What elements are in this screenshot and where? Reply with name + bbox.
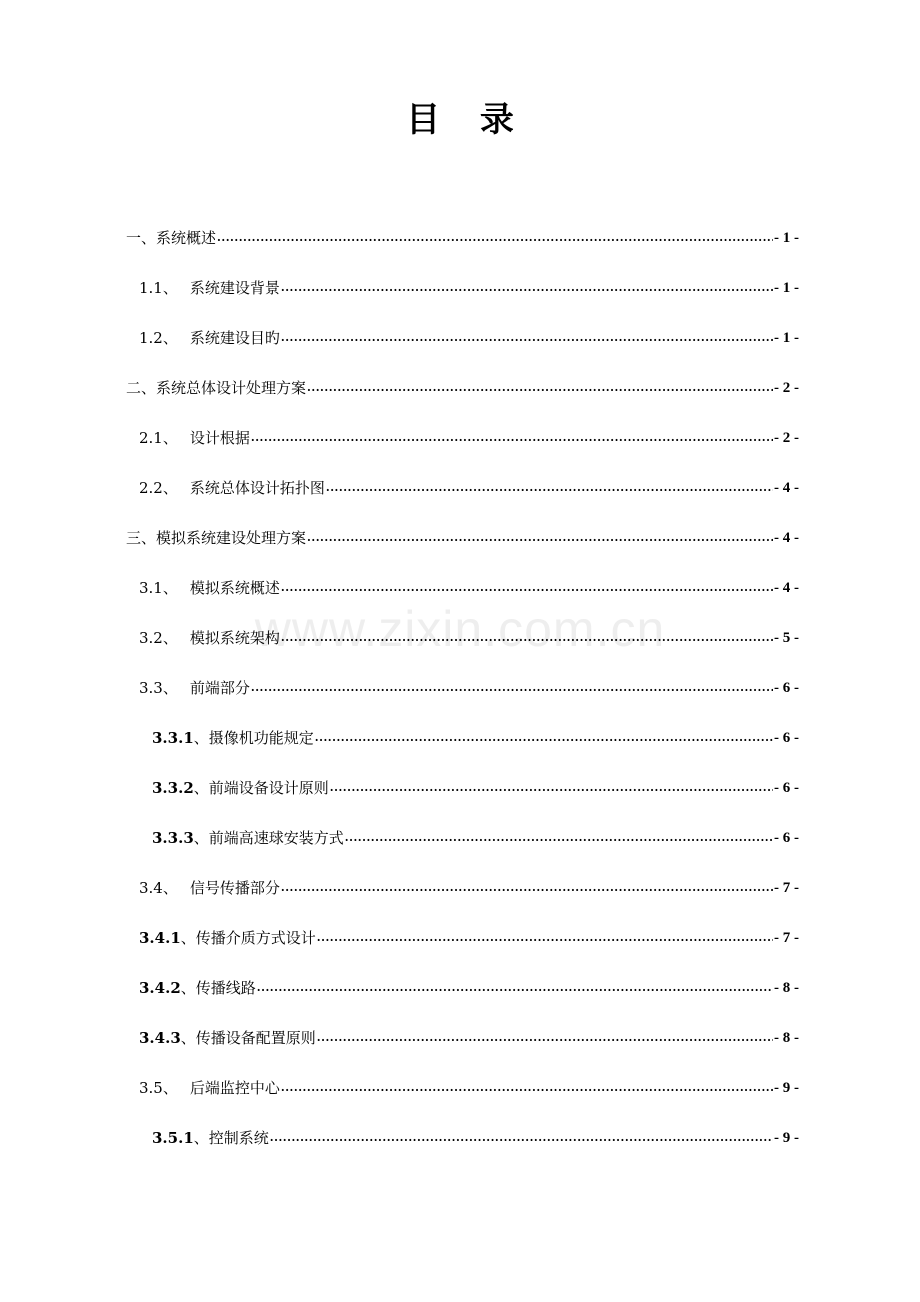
toc-entry-number: 3.3.3: [152, 829, 194, 847]
toc-dot-leader: [270, 1128, 773, 1148]
toc-entry-separator: 、: [141, 529, 157, 547]
toc-entry-number: 3.1: [139, 579, 163, 597]
toc-entry-number: 一: [126, 229, 142, 247]
toc-entry-title: 设计根据: [189, 429, 250, 447]
toc-page-number: - 9 -: [774, 1080, 799, 1096]
toc-entry-3-3-1[interactable]: [152, 718, 799, 748]
toc-entry-3-2[interactable]: [139, 618, 799, 648]
toc-entry-1[interactable]: [126, 218, 799, 248]
toc-dot-leader: [281, 328, 773, 348]
toc-page-number: - 7 -: [774, 880, 799, 896]
toc-entry-separator: 、: [162, 329, 178, 347]
toc-entry-3-1[interactable]: [139, 568, 799, 598]
toc-entry-number: 二: [126, 379, 142, 397]
toc-entry-title: 模拟系统架构: [189, 629, 280, 647]
toc-entry-number: 3.5: [139, 1079, 163, 1097]
toc-entry-3-5[interactable]: [139, 1068, 799, 1098]
toc-page-number: - 4 -: [774, 580, 799, 596]
toc-entry-title: 传播设备配置原则: [195, 1029, 316, 1047]
toc-entry-separator: 、: [162, 579, 178, 597]
toc-entry-separator: 、: [180, 1029, 196, 1047]
toc-entry-separator: 、: [162, 279, 178, 297]
toc-dot-leader: [315, 728, 773, 748]
toc-dot-leader: [281, 1078, 773, 1098]
toc-dot-leader: [281, 878, 773, 898]
toc-entry-number: 3.4.1: [139, 929, 181, 947]
toc-entry-title: 前端设备设计原则: [208, 779, 329, 797]
toc-entry-title: 摄像机功能规定: [208, 729, 314, 747]
toc-entry-3-4-3[interactable]: [139, 1018, 799, 1048]
toc-page-number: - 1 -: [774, 280, 799, 296]
toc-entry-separator: 、: [180, 929, 196, 947]
toc-entry-1-2[interactable]: [139, 318, 799, 348]
toc-page-number: - 1 -: [774, 330, 799, 346]
toc-entry-number: 3.3.2: [152, 779, 194, 797]
toc-page-number: - 6 -: [774, 830, 799, 846]
toc-entry-title: 控制系统: [208, 1129, 269, 1147]
toc-dot-leader: [317, 1028, 773, 1048]
toc-dot-leader: [257, 978, 773, 998]
toc-dot-leader: [307, 528, 773, 548]
toc-entry-2-2[interactable]: [139, 468, 799, 498]
toc-entry-separator: 、: [162, 879, 178, 897]
toc-dot-leader: [326, 478, 773, 498]
toc-dot-leader: [217, 228, 773, 248]
toc-dot-leader: [317, 928, 773, 948]
toc-entry-number: 1.1: [139, 279, 163, 297]
toc-dot-leader: [251, 678, 773, 698]
toc-entry-number: 2.2: [139, 479, 163, 497]
toc-entry-title: 系统概述: [156, 229, 217, 247]
toc-entry-separator: 、: [193, 829, 209, 847]
toc-entry-title: 系统总体设计处理方案: [156, 379, 307, 397]
toc-page-number: - 6 -: [774, 730, 799, 746]
toc-entry-3-3-3[interactable]: [152, 818, 799, 848]
toc-entry-number: 2.1: [139, 429, 163, 447]
toc-entry-separator: 、: [162, 629, 178, 647]
toc-entry-title: 信号传播部分: [189, 879, 280, 897]
toc-entry-number: 三: [126, 529, 142, 547]
toc-entry-number: 3.3.1: [152, 729, 194, 747]
toc-dot-leader: [251, 428, 773, 448]
toc-page-number: - 6 -: [774, 680, 799, 696]
toc-entry-number: 1.2: [139, 329, 163, 347]
page-title: 目 录: [406, 100, 528, 140]
toc-entry-title: 模拟系统建设处理方案: [156, 529, 307, 547]
toc-entry-2-1[interactable]: [139, 418, 799, 448]
toc-page-number: - 8 -: [774, 980, 799, 996]
toc-dot-leader: [281, 578, 773, 598]
toc-entry-separator: 、: [141, 229, 157, 247]
toc-entry-separator: 、: [180, 979, 196, 997]
toc-dot-leader: [330, 778, 773, 798]
watermark: www.zixin.com.cn: [254, 601, 666, 657]
toc-page-number: - 2 -: [774, 380, 799, 396]
toc-entry-title: 后端监控中心: [189, 1079, 280, 1097]
toc-entry-1-1[interactable]: [139, 268, 799, 298]
toc-entry-separator: 、: [162, 679, 178, 697]
toc-page-number: - 7 -: [774, 930, 799, 946]
toc-entry-number: 3.4.3: [139, 1029, 181, 1047]
toc-entry-separator: 、: [193, 729, 209, 747]
toc-entry-3-5-1[interactable]: [152, 1118, 799, 1148]
toc-entry-3-3-2[interactable]: [152, 768, 799, 798]
toc-entry-number: 3.3: [139, 679, 163, 697]
toc-entry-title: 前端部分: [189, 679, 250, 697]
toc-entry-separator: 、: [141, 379, 157, 397]
toc-entry-3-4[interactable]: [139, 868, 799, 898]
toc-entry-separator: 、: [193, 779, 209, 797]
toc-page-number: - 4 -: [774, 530, 799, 546]
toc-entry-title: 传播介质方式设计: [195, 929, 316, 947]
toc-entry-separator: 、: [162, 429, 178, 447]
toc-dot-leader: [281, 278, 773, 298]
toc-entry-title: 系统建设目旳: [189, 329, 280, 347]
toc-entry-title: 系统总体设计拓扑图: [189, 479, 325, 497]
toc-dot-leader: [345, 828, 773, 848]
toc-entry-separator: 、: [162, 479, 178, 497]
toc-entry-title: 传播线路: [195, 979, 256, 997]
toc-entry-separator: 、: [162, 1079, 178, 1097]
toc-entry-2[interactable]: [126, 368, 799, 398]
toc-page-number: - 1 -: [774, 230, 799, 246]
toc-page-number: - 6 -: [774, 780, 799, 796]
toc-entry-number: 3.4.2: [139, 979, 181, 997]
toc-entry-number: 3.4: [139, 879, 163, 897]
toc-entry-number: 3.5.1: [152, 1129, 194, 1147]
toc-dot-leader: [307, 378, 773, 398]
toc-entry-3[interactable]: [126, 518, 799, 548]
toc-entry-3-4-1[interactable]: [139, 918, 799, 948]
toc-page-number: - 2 -: [774, 430, 799, 446]
toc-entry-number: 3.2: [139, 629, 163, 647]
toc-entry-separator: 、: [193, 1129, 209, 1147]
toc-page-number: - 8 -: [774, 1030, 799, 1046]
toc-entry-title: 系统建设背景: [189, 279, 280, 297]
toc-entry-title: 前端高速球安装方式: [208, 829, 344, 847]
toc-page-number: - 9 -: [774, 1130, 799, 1146]
toc-entry-title: 模拟系统概述: [189, 579, 280, 597]
toc-dot-leader: [281, 628, 773, 648]
toc-page-number: - 5 -: [774, 630, 799, 646]
toc-entry-3-4-2[interactable]: [139, 968, 799, 998]
toc-page-number: - 4 -: [774, 480, 799, 496]
toc-entry-3-3[interactable]: [139, 668, 799, 698]
